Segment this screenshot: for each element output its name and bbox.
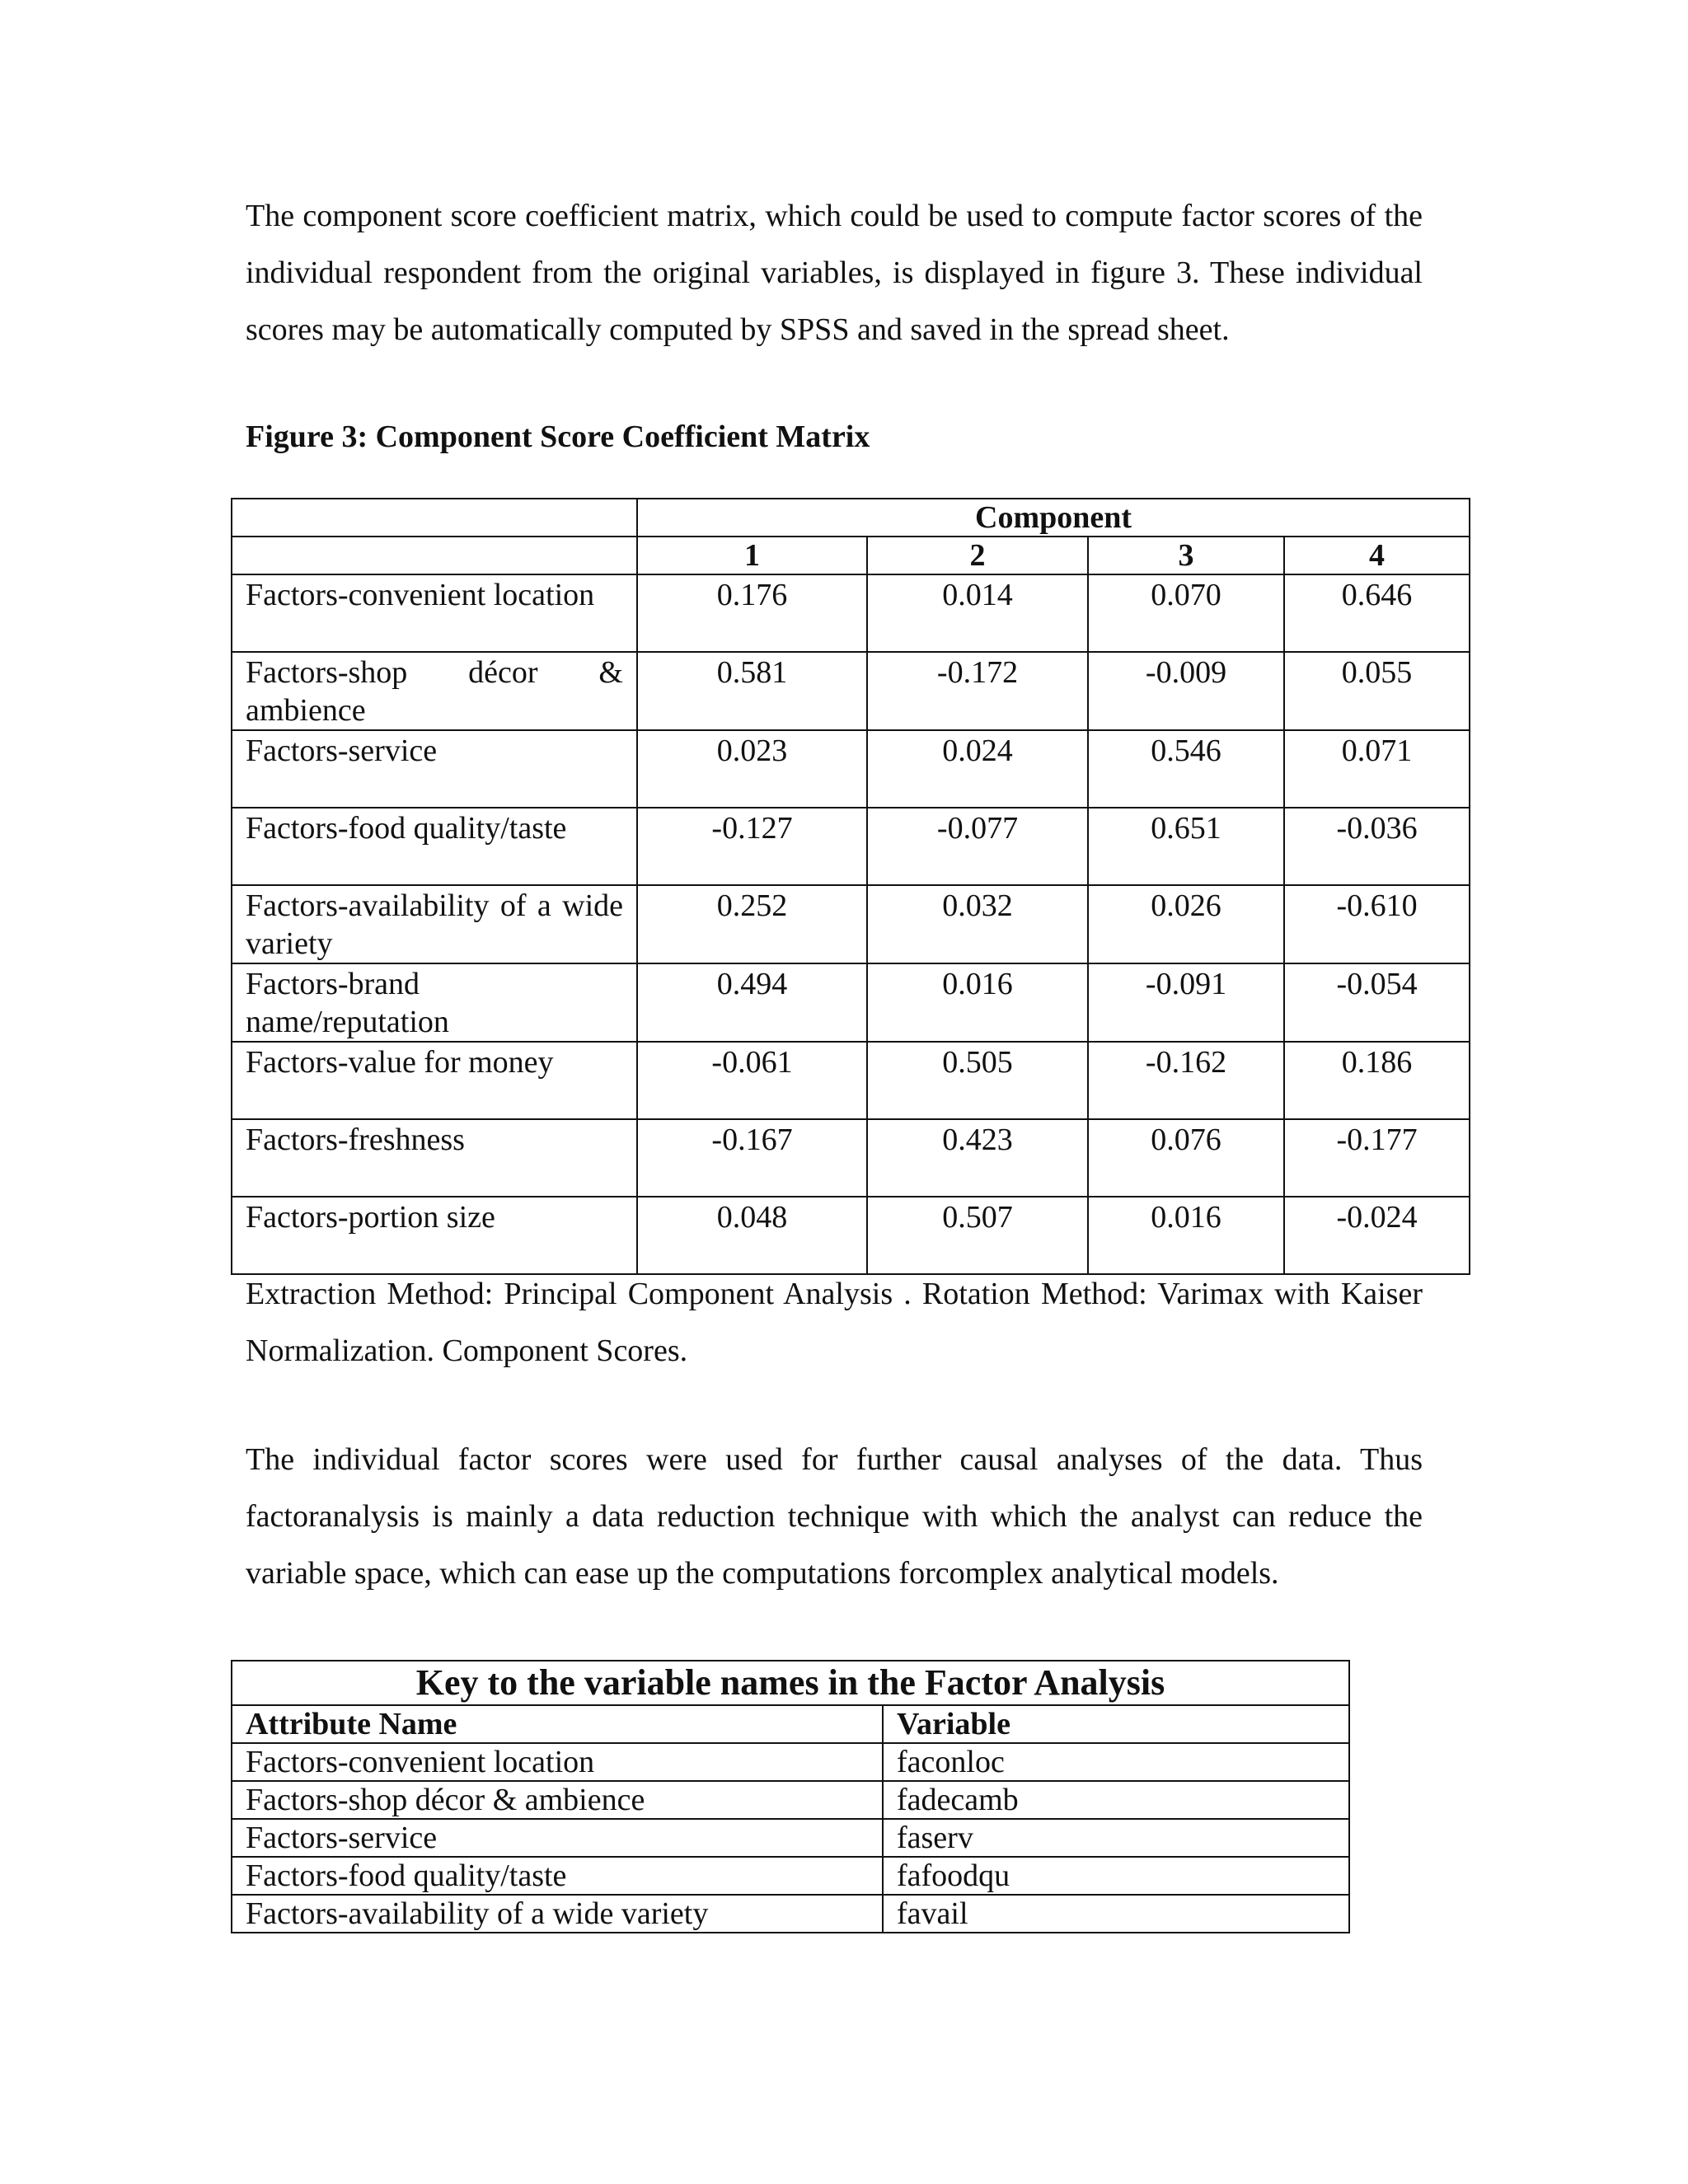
matrix-row [232, 808, 1470, 885]
matrix-value: 0.423 [867, 1119, 1088, 1197]
matrix-value: 0.252 [637, 885, 867, 963]
matrix-value: 0.032 [867, 885, 1088, 963]
key-variable: faserv [883, 1819, 1349, 1857]
key-row [232, 1819, 1349, 1857]
key-variable: fafoodqu [883, 1857, 1349, 1895]
matrix-row [232, 1119, 1470, 1197]
key-table-title: Key to the variable names in the Factor Analysis [232, 1661, 1349, 1705]
key-attribute: Factors-food quality/taste [232, 1857, 883, 1895]
key-title-row [232, 1661, 1349, 1705]
matrix-value: -0.009 [1088, 652, 1284, 730]
matrix-value: 0.494 [637, 963, 867, 1042]
matrix-value: -0.167 [637, 1119, 867, 1197]
matrix-value: 0.176 [637, 574, 867, 652]
key-row [232, 1781, 1349, 1819]
key-header-row [232, 1705, 1349, 1743]
matrix-value: 0.024 [867, 730, 1088, 808]
matrix-value: 0.070 [1088, 574, 1284, 652]
matrix-value: -0.162 [1088, 1042, 1284, 1119]
matrix-component-header-row [232, 499, 1470, 537]
matrix-value: -0.610 [1284, 885, 1470, 963]
matrix-value: 0.546 [1088, 730, 1284, 808]
matrix-row-label: Factors-freshness [232, 1119, 637, 1197]
matrix-value: 0.646 [1284, 574, 1470, 652]
matrix-component-header: Component [637, 499, 1470, 537]
matrix-value: 0.651 [1088, 808, 1284, 885]
matrix-value: 0.055 [1284, 652, 1470, 730]
matrix-column-header: 3 [1088, 537, 1284, 574]
matrix-value: -0.077 [867, 808, 1088, 885]
matrix-row [232, 963, 1470, 1042]
matrix-value: -0.054 [1284, 963, 1470, 1042]
matrix-row-label: Factors-service [232, 730, 637, 808]
matrix-value: 0.016 [1088, 1197, 1284, 1274]
key-attribute: Factors-service [232, 1819, 883, 1857]
matrix-row-label: Factors-value for money [232, 1042, 637, 1119]
key-variable: faconloc [883, 1743, 1349, 1781]
matrix-row-label: Factors-convenient location [232, 574, 637, 652]
intro-paragraph: The component score coefficient matrix, which could be used to compute factor scores of the individual respondent from the original variables, is displayed in figure 3. These individual scores may be automatically computed by SPSS and saved in the spread sheet. [246, 199, 1423, 347]
matrix-corner-cell [232, 537, 637, 574]
matrix-value: -0.172 [867, 652, 1088, 730]
matrix-row [232, 730, 1470, 808]
matrix-value: 0.076 [1088, 1119, 1284, 1197]
matrix-row-label: Factors-shop décor & ambience [232, 652, 637, 730]
variable-key-table [231, 1660, 1350, 1933]
matrix-value: 0.186 [1284, 1042, 1470, 1119]
matrix-value: 0.507 [867, 1197, 1088, 1274]
key-header-attribute: Attribute Name [232, 1705, 883, 1743]
key-variable: fadecamb [883, 1781, 1349, 1819]
key-attribute: Factors-shop décor & ambience [232, 1781, 883, 1819]
key-attribute: Factors-availability of a wide variety [232, 1895, 883, 1933]
matrix-row [232, 1197, 1470, 1274]
matrix-value: 0.023 [637, 730, 867, 808]
matrix-value: 0.014 [867, 574, 1088, 652]
matrix-value: -0.036 [1284, 808, 1470, 885]
matrix-value: 0.071 [1284, 730, 1470, 808]
key-row [232, 1895, 1349, 1933]
matrix-value: -0.177 [1284, 1119, 1470, 1197]
key-header-variable: Variable [883, 1705, 1349, 1743]
matrix-row [232, 885, 1470, 963]
matrix-value: 0.048 [637, 1197, 867, 1274]
matrix-value: -0.061 [637, 1042, 867, 1119]
component-score-matrix [231, 498, 1470, 1275]
matrix-value: -0.091 [1088, 963, 1284, 1042]
matrix-row [232, 574, 1470, 652]
matrix-value: 0.026 [1088, 885, 1284, 963]
matrix-value: 0.581 [637, 652, 867, 730]
matrix-column-header: 4 [1284, 537, 1470, 574]
matrix-row [232, 652, 1470, 730]
matrix-column-header: 1 [637, 537, 867, 574]
matrix-column-header-row [232, 537, 1470, 574]
matrix-value: 0.016 [867, 963, 1088, 1042]
matrix-value: 0.505 [867, 1042, 1088, 1119]
key-row [232, 1857, 1349, 1895]
matrix-row-label: Factors-availability of a wide variety [232, 885, 637, 963]
matrix-value: -0.024 [1284, 1197, 1470, 1274]
matrix-row-label: Factors-brand name/reputation [232, 963, 637, 1042]
closing-paragraph: The individual factor scores were used for further causal analyses of the data. Thus factoranalysis is mainly a data reduction technique with which the analyst can reduce the variable space, which can ease up the computations forcomplex analytical models. [246, 1442, 1423, 1591]
figure-caption: Figure 3: Component Score Coefficient Matrix [246, 419, 870, 454]
matrix-row-label: Factors-food quality/taste [232, 808, 637, 885]
key-attribute: Factors-convenient location [232, 1743, 883, 1781]
matrix-corner-cell [232, 499, 637, 537]
matrix-column-header: 2 [867, 537, 1088, 574]
matrix-row-label: Factors-portion size [232, 1197, 637, 1274]
key-row [232, 1743, 1349, 1781]
key-variable: favail [883, 1895, 1349, 1933]
matrix-note: Extraction Method: Principal Component Analysis . Rotation Method: Varimax with Kaiser Normalization. Component Scores. [246, 1277, 1423, 1368]
matrix-row [232, 1042, 1470, 1119]
matrix-value: -0.127 [637, 808, 867, 885]
